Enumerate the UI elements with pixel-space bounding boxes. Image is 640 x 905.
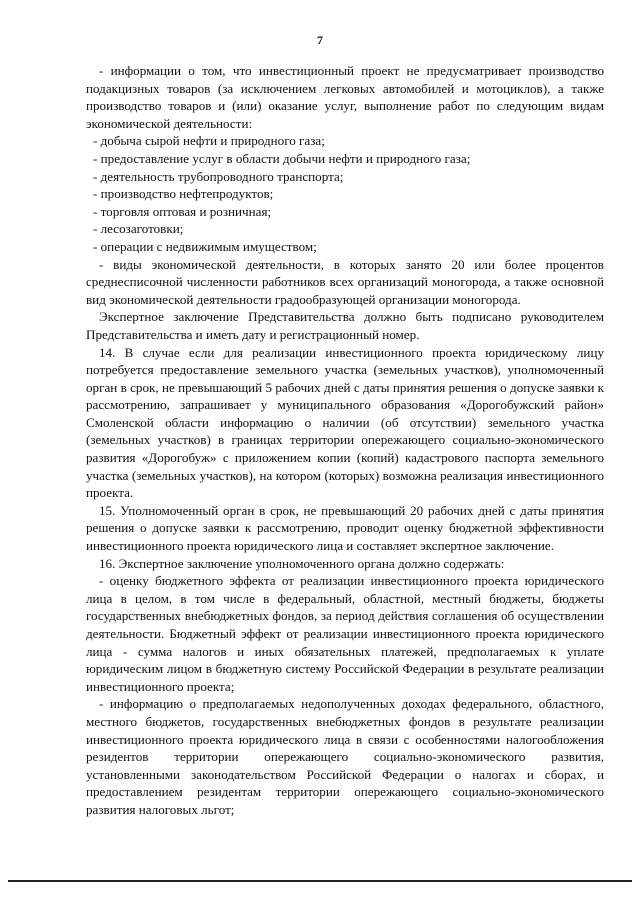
list-item-activity: - деятельность трубопроводного транспорта; xyxy=(93,168,344,184)
list-item-activity: - лесозаготовки; xyxy=(93,221,184,237)
bottom-rule xyxy=(8,880,632,882)
paragraph-activity-types: - виды экономической деятельности, в которых занято 20 или более процентов среднесписочной численности работников всех организаций моногорода, а также основной вид экономической деятельности градообразующей организации моногорода. xyxy=(86,256,604,307)
paragraph-information-excise: - информации о том, что инвестиционный проект не предусматривает производство подакцизных товаров (за исключением легковых автомобилей и мотоциклов), а также производство товаров и (или) оказание услуг, выполнение работ по следующим видам экономической деятельности: xyxy=(86,63,604,131)
page-number: 7 xyxy=(317,33,323,47)
paragraph-expert-conclusion: Экспертное заключение Представительства должно быть подписано руководителем Представительства и иметь дату и регистрационный номер. xyxy=(86,309,604,342)
paragraph-15: 15. Уполномоченный орган в срок, не превышающий 20 рабочих дней с даты принятия решения о допуске заявки к рассмотрению, проводит оценку бюджетной эффективности инвестиционного проекта юридического лица и составляет экспертное заключение. xyxy=(86,502,604,554)
paragraph-16-lost-revenue: - информацию о предполагаемых недополученных доходах федерального, областного, местного бюджетов, государственных внебюджетных фондов в результате реализации инвестиционного проекта юридического лица в связи с особенностями налогообложения резидентов территории опережающего социально-экономического развития, установленными законодательством Российской Федерации о налогах и сборах, и предоставлением резидентам территории опережающего социально-экономического развития налоговых льгот; xyxy=(86,696,604,817)
list-item-activity: - производство нефтепродуктов; xyxy=(93,186,274,202)
paragraph-16-budget-effect: - оценку бюджетного эффекта от реализации инвестиционного проекта юридического лица в целом, в том числе в федеральный, областной, местный бюджеты, бюджеты государственных внебюджетных фондов, за период действия соглашения об осуществлении деятельности. Бюджетный эффект от реализации инвестиционного проекта юридического лица - сумма налогов и иных обязательных платежей, предполагаемых к уплате юридическим лицом в бюджетную систему Российской Федерации в результате реализации инвестиционного проекта; xyxy=(86,573,604,694)
document-body xyxy=(86,62,604,819)
list-item-activity: - предоставление услуг в области добычи нефти и природного газа; xyxy=(93,150,471,166)
list-item-activity: - торговля оптовая и розничная; xyxy=(93,203,272,219)
list-item-activity: - операции с недвижимым имуществом; xyxy=(93,238,317,254)
paragraph-14: 14. В случае если для реализации инвестиционного проекта юридическому лицу потребуется предоставление земельного участка (земельных участков), уполномоченный орган в срок, не превышающий 5 рабочих дней с даты принятия решения о допуске заявки к рассмотрению, запрашивает у муниципального образования «Дорогобужский район» Смоленской области информацию о наличии (об отсутствии) земельного участка (земельных участков) в границах территории опережающего социально-экономического развития «Дорогобуж» с приложением копии (копий) кадастрового паспорта земельного участка (земельных участков), на котором (которых) возможна реализация инвестиционного проекта. xyxy=(86,344,604,501)
list-item-activity: - добыча сырой нефти и природного газа; xyxy=(93,133,325,149)
paragraph-16: 16. Экспертное заключение уполномоченного органа должно содержать: xyxy=(99,555,505,571)
